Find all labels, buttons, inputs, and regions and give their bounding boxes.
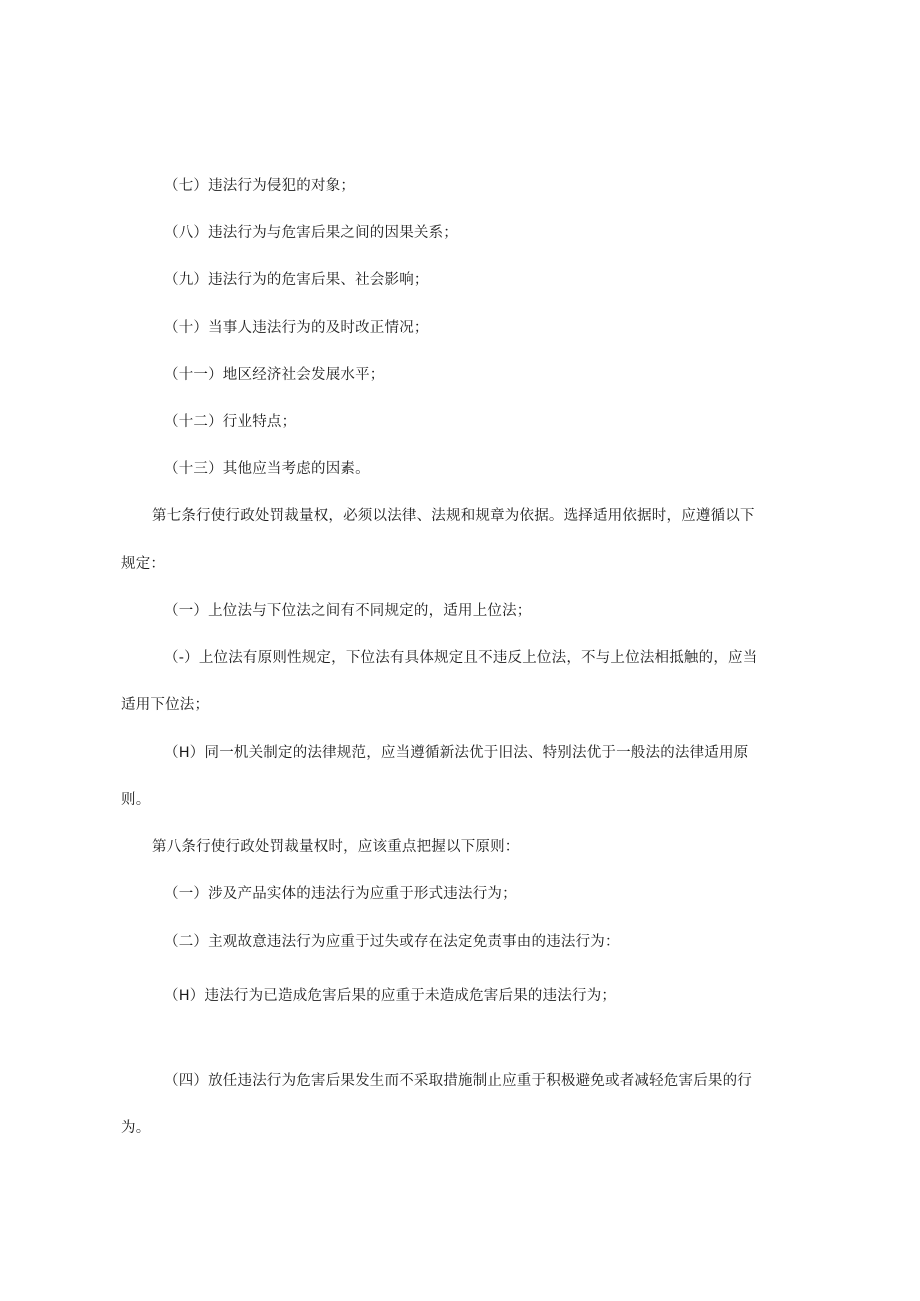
- article-7-item-3-line-2: 则。: [121, 792, 151, 808]
- article-8-item-2: （二）主观故意违法行为应重于过失或存在法定免责事由的违法行为：: [164, 934, 620, 950]
- article-7-line-2: 规定：: [121, 556, 166, 572]
- article-7-item-2-line-1: （-）上位法有原则性规定，下位法有具体规定且不违反上位法，不与上位法相抵触的，应当: [164, 650, 758, 666]
- article-7-item-2-line-2: 适用下位法；: [121, 697, 210, 713]
- item-12: （十二）行业特点；: [164, 414, 297, 430]
- article-8-item-4-line-1: （四）放任违法行为危害后果发生而不采取措施制止应重于积极避免或者减轻危害后果的行: [164, 1073, 752, 1089]
- article-7-item-3-line-1: （H）同一机关制定的法律规范，应当遵循新法优于旧法、特别法优于一般法的法律适用原: [164, 745, 749, 761]
- item-8: （八）违法行为与危害后果之间的因果关系；: [164, 225, 458, 241]
- article-8-item-4-line-2: 为。: [121, 1120, 151, 1136]
- item-11: （十一）地区经济社会发展水平；: [164, 367, 385, 383]
- item-7: （七）违法行为侵犯的对象；: [164, 178, 356, 194]
- item-9: （九）违法行为的危害后果、社会影响；: [164, 272, 429, 288]
- article-7-item-1: （一）上位法与下位法之间有不同规定的，适用上位法；: [164, 603, 532, 619]
- item-13: （十三）其他应当考虑的因素。: [164, 461, 370, 477]
- item-10: （十）当事人违法行为的及时改正情况；: [164, 320, 429, 336]
- article-8-item-1: （一）涉及产品实体的违法行为应重于形式违法行为；: [164, 886, 517, 902]
- article-7-line-1: 第七条行使行政处罚裁量权，必须以法律、法规和规章为依据。选择适用依据时，应遵循以下: [152, 508, 755, 524]
- article-8-item-3: （H）违法行为已造成危害后果的应重于未造成危害后果的违法行为；: [164, 988, 617, 1004]
- article-8-heading: 第八条行使行政处罚裁量权时，应该重点把握以下原则：: [152, 839, 520, 855]
